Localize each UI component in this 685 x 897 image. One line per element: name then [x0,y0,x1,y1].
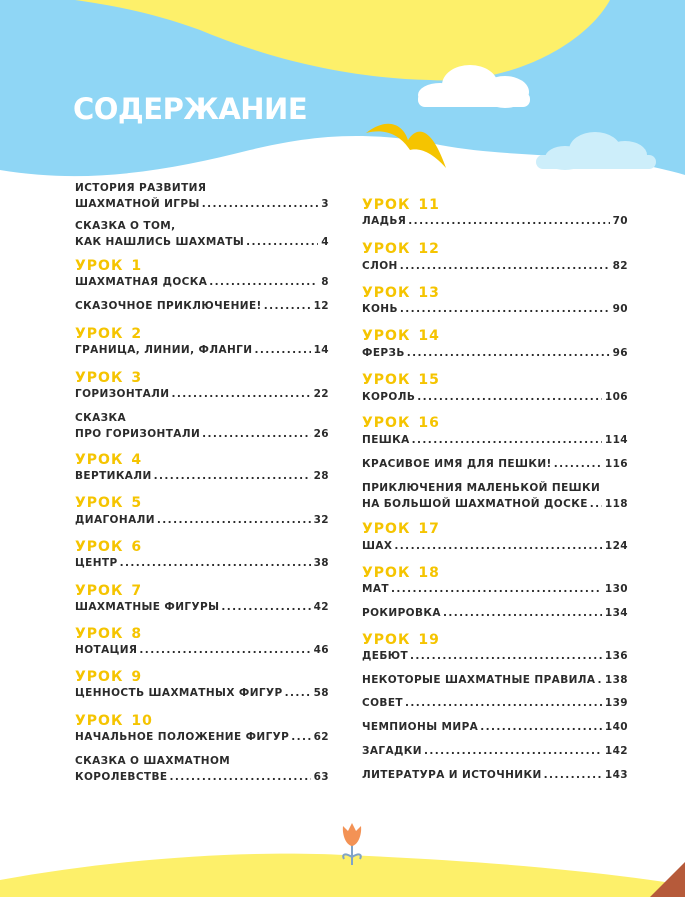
lesson-label: УРОК [362,197,411,213]
dot-leader [202,196,319,212]
toc-entry[interactable] [75,274,329,290]
page-number: 106 [604,391,628,403]
lesson-label: УРОК [75,452,124,468]
toc-entry-line [362,258,628,274]
toc-entry-title: ДЕБЮТ [362,650,409,662]
lesson-label: УРОК [75,326,124,342]
page-number: 116 [604,458,628,470]
page-number: 42 [313,601,329,613]
lesson-number: 7 [131,583,143,599]
lesson-label: УРОК [362,372,411,388]
lesson-heading [362,415,440,431]
toc-entry-line [362,345,628,361]
lesson-label: УРОК [75,713,124,729]
page-number: 140 [604,721,628,733]
toc-entry[interactable] [75,729,329,745]
lesson-label: УРОК [75,539,124,555]
dot-leader [407,345,610,361]
lesson-label: УРОК [75,495,124,511]
page-number: 114 [604,434,628,446]
toc-entry[interactable] [362,456,628,472]
toc-entry-title: ШАХМАТНЫЕ ФИГУРЫ [75,601,220,613]
toc-entry[interactable] [75,342,329,358]
toc-entry[interactable] [362,695,628,711]
page-number: 4 [321,236,329,248]
toc-entry-title: НОТАЦИЯ [75,644,138,656]
toc-entry[interactable] [362,605,628,621]
lesson-number: 18 [418,565,440,581]
toc-entry[interactable] [362,345,628,361]
toc-entry-title: РОКИРОВКА [362,607,441,619]
dot-leader [391,581,602,597]
dot-leader [221,599,310,615]
toc-entry-line [75,729,329,745]
toc-entry-line [75,234,329,250]
dot-leader [202,426,310,442]
toc-entry-title: ШАХМАТНОЙ ИГРЫ [75,198,200,210]
lesson-heading [75,583,142,599]
toc-entry[interactable] [362,538,628,554]
toc-entry-line [362,496,628,512]
toc-entry-line [75,410,329,426]
toc-entry-line [362,456,628,472]
page-number: 26 [313,428,329,440]
lesson-number: 10 [131,713,153,729]
lesson-heading [75,539,142,555]
toc-entry-title: ПРО ГОРИЗОНТАЛИ [75,428,201,440]
dot-leader [590,496,602,512]
toc-entry-title: ШАХМАТНАЯ ДОСКА [75,276,208,288]
toc-entry[interactable] [362,767,628,783]
toc-entry[interactable] [75,642,329,658]
toc-entry-title: КАК НАШЛИСЬ ШАХМАТЫ [75,236,245,248]
toc-entry-line [362,538,628,554]
toc-entry[interactable] [362,432,628,448]
lesson-label: УРОК [75,583,124,599]
lesson-number: 14 [418,328,440,344]
lesson-heading [362,197,440,213]
toc-entry[interactable] [362,301,628,317]
page-number: 3 [321,198,329,210]
lesson-number: 4 [131,452,143,468]
page-number: 28 [313,470,329,482]
dot-leader [169,769,310,785]
ground-hill [0,854,685,897]
lesson-label: УРОК [362,632,411,648]
page-number: 142 [604,745,628,757]
dot-leader [417,389,602,405]
dot-leader [157,512,311,528]
toc-entry-line [75,426,329,442]
lesson-heading [75,713,153,729]
toc-entry-line [75,642,329,658]
page-number: 124 [604,540,628,552]
page-number: 82 [612,260,628,272]
page-number: 134 [604,607,628,619]
page-number: 118 [604,498,628,510]
toc-entry-line [75,218,329,234]
dot-leader [597,672,601,688]
lesson-number: 16 [418,415,440,431]
toc-entry[interactable] [362,480,628,512]
toc-entry[interactable] [362,389,628,405]
dot-leader [154,468,311,484]
lesson-heading [75,370,142,386]
lesson-number: 3 [131,370,143,386]
toc-entry-title: КОРОЛЕВСТВЕ [75,771,168,783]
toc-entry-line [75,753,329,769]
toc-entry-title: ИСТОРИЯ РАЗВИТИЯ [75,182,207,194]
lesson-number: 5 [131,495,143,511]
toc-entry-title: ГОРИЗОНТАЛИ [75,388,170,400]
toc-entry-line [362,581,628,597]
lesson-number: 12 [418,241,440,257]
toc-entry-title: ЦЕННОСТЬ ШАХМАТНЫХ ФИГУР [75,687,283,699]
lesson-label: УРОК [362,241,411,257]
lesson-number: 15 [418,372,440,388]
toc-entry-title: ЗАГАДКИ [362,745,422,757]
page-number: 32 [313,514,329,526]
toc-entry-line [362,389,628,405]
page-number: 62 [313,731,329,743]
page-number: 46 [313,644,329,656]
page-number: 22 [313,388,329,400]
dot-leader [171,386,310,402]
lesson-heading [75,495,142,511]
toc-entry-line [75,468,329,484]
lesson-heading [362,521,440,537]
toc-entry-title: ФЕРЗЬ [362,347,405,359]
lesson-heading [362,328,440,344]
toc-entry[interactable] [75,599,329,615]
dot-leader [139,642,310,658]
lesson-number: 6 [131,539,143,555]
dot-leader [405,695,602,711]
toc-entry[interactable] [75,512,329,528]
page-number: 136 [604,650,628,662]
toc-entry[interactable] [362,258,628,274]
lesson-label: УРОК [75,669,124,685]
page-number: 12 [313,300,329,312]
page-number: 63 [313,771,329,783]
toc-entry-line [75,180,329,196]
lesson-label: УРОК [362,415,411,431]
lesson-heading [75,258,142,274]
dot-leader [443,605,602,621]
toc-entry-title: СОВЕТ [362,697,403,709]
toc-entry-line [75,274,329,290]
toc-entry-line [75,769,329,785]
lesson-label: УРОК [75,258,124,274]
lesson-heading [362,372,440,388]
toc-entry-title: ЛАДЬЯ [362,215,407,227]
page-number: 8 [321,276,329,288]
toc-entry-line [75,555,329,571]
toc-entry[interactable] [75,753,329,785]
lesson-label: УРОК [362,565,411,581]
toc-entry-line [362,605,628,621]
lesson-number: 17 [418,521,440,537]
toc-entry-title: ДИАГОНАЛИ [75,514,155,526]
toc-entry-line [362,432,628,448]
lesson-number: 13 [418,285,440,301]
toc-entry[interactable] [362,648,628,664]
toc-entry-title: СКАЗКА О ТОМ, [75,220,176,232]
toc-entry[interactable] [75,218,329,250]
toc-entry[interactable] [362,743,628,759]
toc-entry-line [362,480,628,496]
dot-leader [291,729,310,745]
toc-entry-title: СКАЗКА О ШАХМАТНОМ [75,755,231,767]
dot-leader [400,258,610,274]
toc-entry[interactable] [362,719,628,735]
toc-entry-line [362,719,628,735]
lesson-heading [362,241,440,257]
dot-leader [209,274,318,290]
page-number: 14 [313,344,329,356]
toc-entry-title: МАТ [362,583,389,595]
lesson-heading [75,326,142,342]
toc-entry-line [362,213,628,229]
lesson-number: 8 [131,626,143,642]
toc-entry-title: ЧЕМПИОНЫ МИРА [362,721,479,733]
dot-leader [264,298,311,314]
lesson-heading [362,565,440,581]
page-number: 139 [604,697,628,709]
toc-entry-title: ВЕРТИКАЛИ [75,470,152,482]
toc-entry-line [75,342,329,358]
toc-entry[interactable] [75,180,329,212]
toc-entry-line [75,599,329,615]
toc-entry[interactable] [75,555,329,571]
dot-leader [285,685,311,701]
lesson-label: УРОК [362,521,411,537]
toc-entry-title: НЕКОТОРЫЕ ШАХМАТНЫЕ ПРАВИЛА [362,674,596,686]
lesson-heading [362,632,440,648]
toc-entry-title: ГРАНИЦА, ЛИНИИ, ФЛАНГИ [75,344,253,356]
dot-leader [408,213,609,229]
page-number: 70 [612,215,628,227]
toc-entry-title: ПРИКЛЮЧЕНИЯ МАЛЕНЬКОЙ ПЕШКИ [362,482,601,494]
toc-entry-title: ЦЕНТР [75,557,118,569]
dot-leader [400,301,610,317]
dot-leader [554,456,602,472]
toc-entry[interactable] [362,213,628,229]
dot-leader [246,234,318,250]
lesson-number: 9 [131,669,143,685]
toc-entry-title: ЛИТЕРАТУРА И ИСТОЧНИКИ [362,769,542,781]
toc-entry-title: ПЕШКА [362,434,410,446]
page-number: 90 [612,303,628,315]
lesson-heading [362,285,440,301]
dot-leader [544,767,602,783]
toc-entry-title: КРАСИВОЕ ИМЯ ДЛЯ ПЕШКИ! [362,458,552,470]
toc-entry[interactable] [362,581,628,597]
page-number: 143 [604,769,628,781]
toc-entry-line [362,672,628,688]
lesson-label: УРОК [75,370,124,386]
toc-entry[interactable] [75,410,329,442]
toc-entry-title: СКАЗКА [75,412,126,424]
toc-entry-title: НАЧАЛЬНОЕ ПОЛОЖЕНИЕ ФИГУР [75,731,290,743]
lesson-label: УРОК [75,626,124,642]
toc-entry[interactable] [75,468,329,484]
toc-entry[interactable] [75,685,329,701]
dot-leader [394,538,601,554]
toc-entry-title: НА БОЛЬШОЙ ШАХМАТНОЙ ДОСКЕ [362,498,588,510]
dot-leader [410,648,602,664]
toc-entry-line [75,386,329,402]
dot-leader [424,743,602,759]
dot-leader [254,342,310,358]
lesson-number: 11 [418,197,440,213]
toc-entry-title: КОРОЛЬ [362,391,416,403]
toc-entry-line [75,298,329,314]
toc-entry[interactable] [75,386,329,402]
lesson-label: УРОК [362,328,411,344]
page-number: 38 [313,557,329,569]
dot-leader [480,719,602,735]
lesson-number: 19 [418,632,440,648]
toc-entry-line [362,648,628,664]
lesson-heading [75,626,142,642]
lesson-label: УРОК [362,285,411,301]
lesson-number: 1 [131,258,143,274]
page-title: СОДЕРЖАНИЕ [73,92,308,126]
dot-leader [412,432,602,448]
lesson-heading [75,452,142,468]
toc-entry-title: ШАХ [362,540,393,552]
lesson-heading [75,669,142,685]
toc-entry[interactable] [362,672,628,688]
toc-entry-line [362,743,628,759]
lesson-number: 2 [131,326,143,342]
toc-entry-line [362,767,628,783]
page-number: 138 [604,674,628,686]
page-number: 130 [604,583,628,595]
page-number: 58 [313,687,329,699]
toc-entry-title: КОНЬ [362,303,398,315]
toc-entry-line [362,301,628,317]
toc-entry[interactable] [75,298,329,314]
toc-entry-line [75,685,329,701]
toc-entry-line [75,512,329,528]
toc-entry-line [75,196,329,212]
dot-leader [120,555,311,571]
page-number: 96 [612,347,628,359]
toc-entry-title: СЛОН [362,260,398,272]
toc-entry-line [362,695,628,711]
pencil-icon [650,862,685,897]
toc-entry-title: СКАЗОЧНОЕ ПРИКЛЮЧЕНИЕ! [75,300,262,312]
